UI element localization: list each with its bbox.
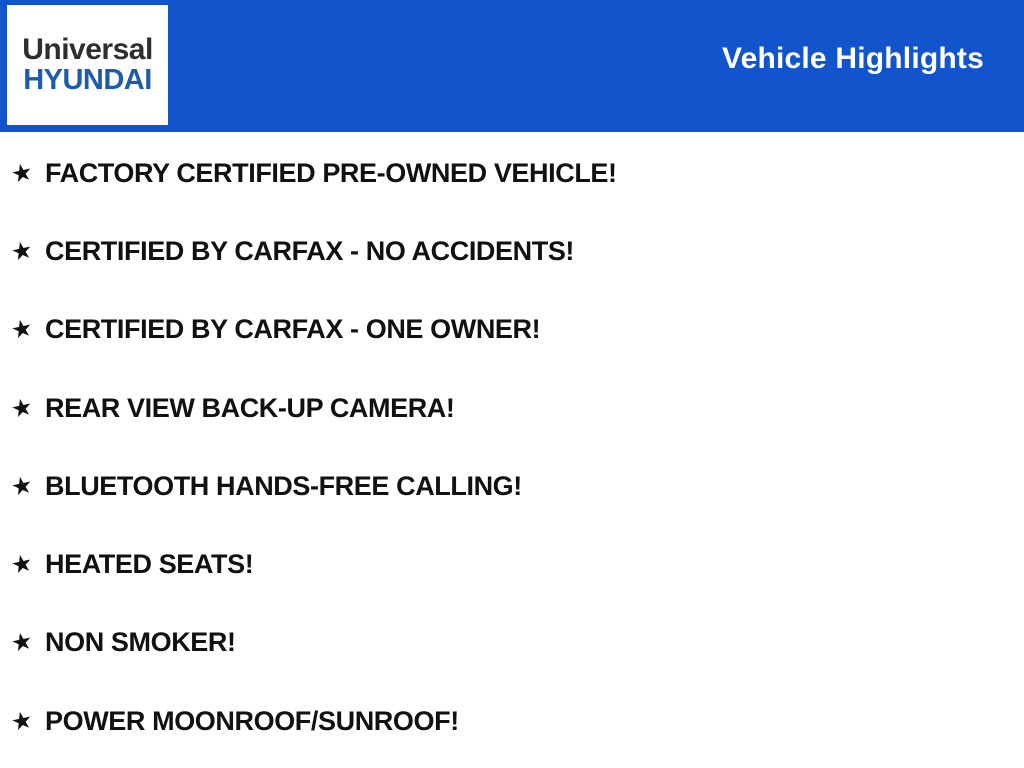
highlight-text: CERTIFIED BY CARFAX - NO ACCIDENTS! <box>45 235 575 266</box>
highlight-item <box>0 212 1024 290</box>
highlight-item <box>0 682 1024 760</box>
star-icon: ★ <box>8 549 36 581</box>
highlight-text: FACTORY CERTIFIED PRE-OWNED VEHICLE! <box>45 157 617 188</box>
star-icon: ★ <box>8 157 36 189</box>
highlight-text: HEATED SEATS! <box>45 549 254 580</box>
star-icon: ★ <box>8 627 36 659</box>
page-title: Vehicle Highlights <box>722 42 984 75</box>
star-icon: ★ <box>8 705 36 737</box>
star-icon: ★ <box>8 392 36 424</box>
highlights-list <box>0 132 1024 760</box>
star-icon: ★ <box>8 470 36 502</box>
dealer-logo-name: Universal <box>22 32 153 66</box>
star-icon: ★ <box>8 314 36 346</box>
highlight-item <box>0 134 1024 212</box>
dealer-logo <box>7 5 168 125</box>
highlight-text: CERTIFIED BY CARFAX - ONE OWNER! <box>45 314 541 345</box>
highlight-text: REAR VIEW BACK-UP CAMERA! <box>45 392 455 423</box>
dealer-logo-brand: HYUNDAI <box>23 63 152 96</box>
highlight-item <box>0 604 1024 682</box>
highlight-item <box>0 447 1024 525</box>
star-icon: ★ <box>8 235 36 267</box>
highlight-text: NON SMOKER! <box>45 627 236 658</box>
header-bar <box>0 0 1024 132</box>
highlight-text: POWER MOONROOF/SUNROOF! <box>45 705 459 736</box>
highlight-text: BLUETOOTH HANDS-FREE CALLING! <box>45 470 522 501</box>
highlight-item <box>0 291 1024 369</box>
highlight-item <box>0 525 1024 603</box>
highlight-item <box>0 369 1024 447</box>
